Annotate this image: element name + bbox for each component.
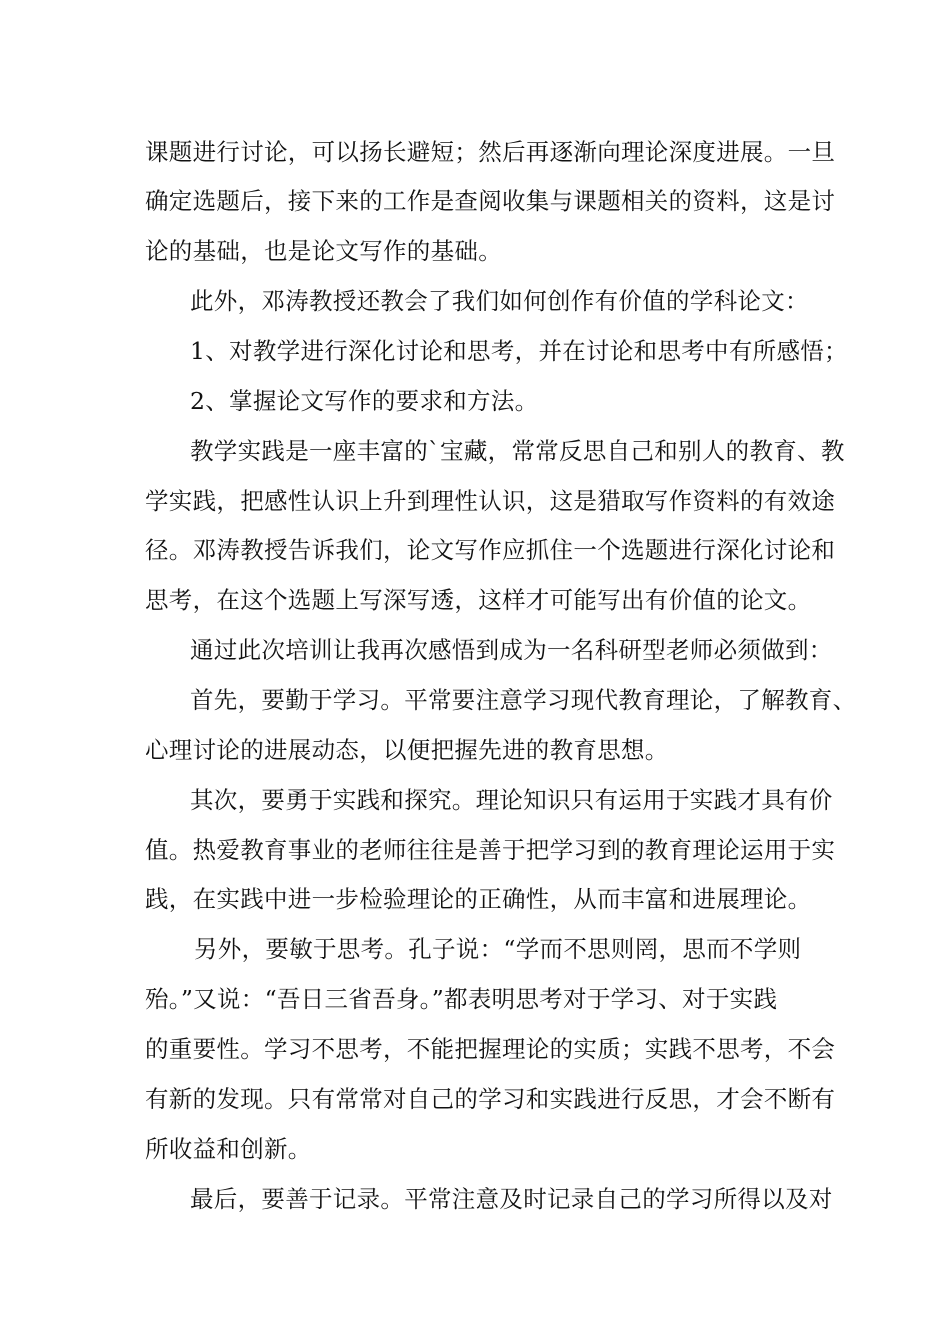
text-line: 所收益和创新。	[145, 1135, 312, 1163]
text-line: 学实践，把感性认识上升到理性认识，这是猎取写作资料的有效途	[145, 487, 836, 515]
text-line: 思考，在这个选题上写深写透，这样才可能写出有价值的论文。	[145, 586, 812, 614]
text-line: 1、对教学进行深化讨论和思考，并在讨论和思考中有所感悟；	[190, 337, 848, 365]
text-line: 有新的发现。只有常常对自己的学习和实践进行反思，才会不断有	[145, 1085, 836, 1113]
text-line: 的重要性。学习不思考，不能把握理论的实质；实践不思考，不会	[145, 1035, 836, 1063]
text-line: 课题进行讨论，可以扬长避短；然后再逐渐向理论深度进展。一旦	[145, 138, 836, 166]
text-line: 践，在实践中进一步检验理论的正确性，从而丰富和进展理论。	[145, 885, 812, 913]
text-line: 殆。”又说：“吾日三省吾身。”都表明思考对于学习、对于实践	[145, 985, 778, 1013]
text-line: 2、掌握论文写作的要求和方法。	[190, 387, 539, 415]
text-line: 心理讨论的进展动态，以便把握先进的教育思想。	[145, 736, 669, 764]
text-line: 论的基础，也是论文写作的基础。	[145, 237, 502, 265]
text-line: 通过此次培训让我再次感悟到成为一名科研型老师必须做到：	[190, 636, 833, 664]
text-line: 此外，邓涛教授还教会了我们如何创作有价值的学科论文：	[190, 287, 809, 315]
text-line: 值。热爱教育事业的老师往往是善于把学习到的教育理论运用于实	[145, 836, 836, 864]
text-line: 确定选题后，接下来的工作是查阅收集与课题相关的资料，这是讨	[145, 187, 836, 215]
text-line: 径。邓涛教授告诉我们，论文写作应抓住一个选题进行深化讨论和	[145, 536, 836, 564]
text-line: 首先，要勤于学习。平常要注意学习现代教育理论，了解教育、	[190, 686, 857, 714]
text-line: 最后，要善于记录。平常注意及时记录自己的学习所得以及对	[190, 1185, 833, 1213]
text-line: 另外，要敏于思考。孔子说：“学而不思则罔，思而不学则	[194, 935, 802, 963]
text-line: 其次，要勇于实践和探究。理论知识只有运用于实践才具有价	[190, 786, 833, 814]
text-line: 教学实践是一座丰富的`宝藏，常常反思自己和别人的教育、教	[190, 437, 845, 465]
